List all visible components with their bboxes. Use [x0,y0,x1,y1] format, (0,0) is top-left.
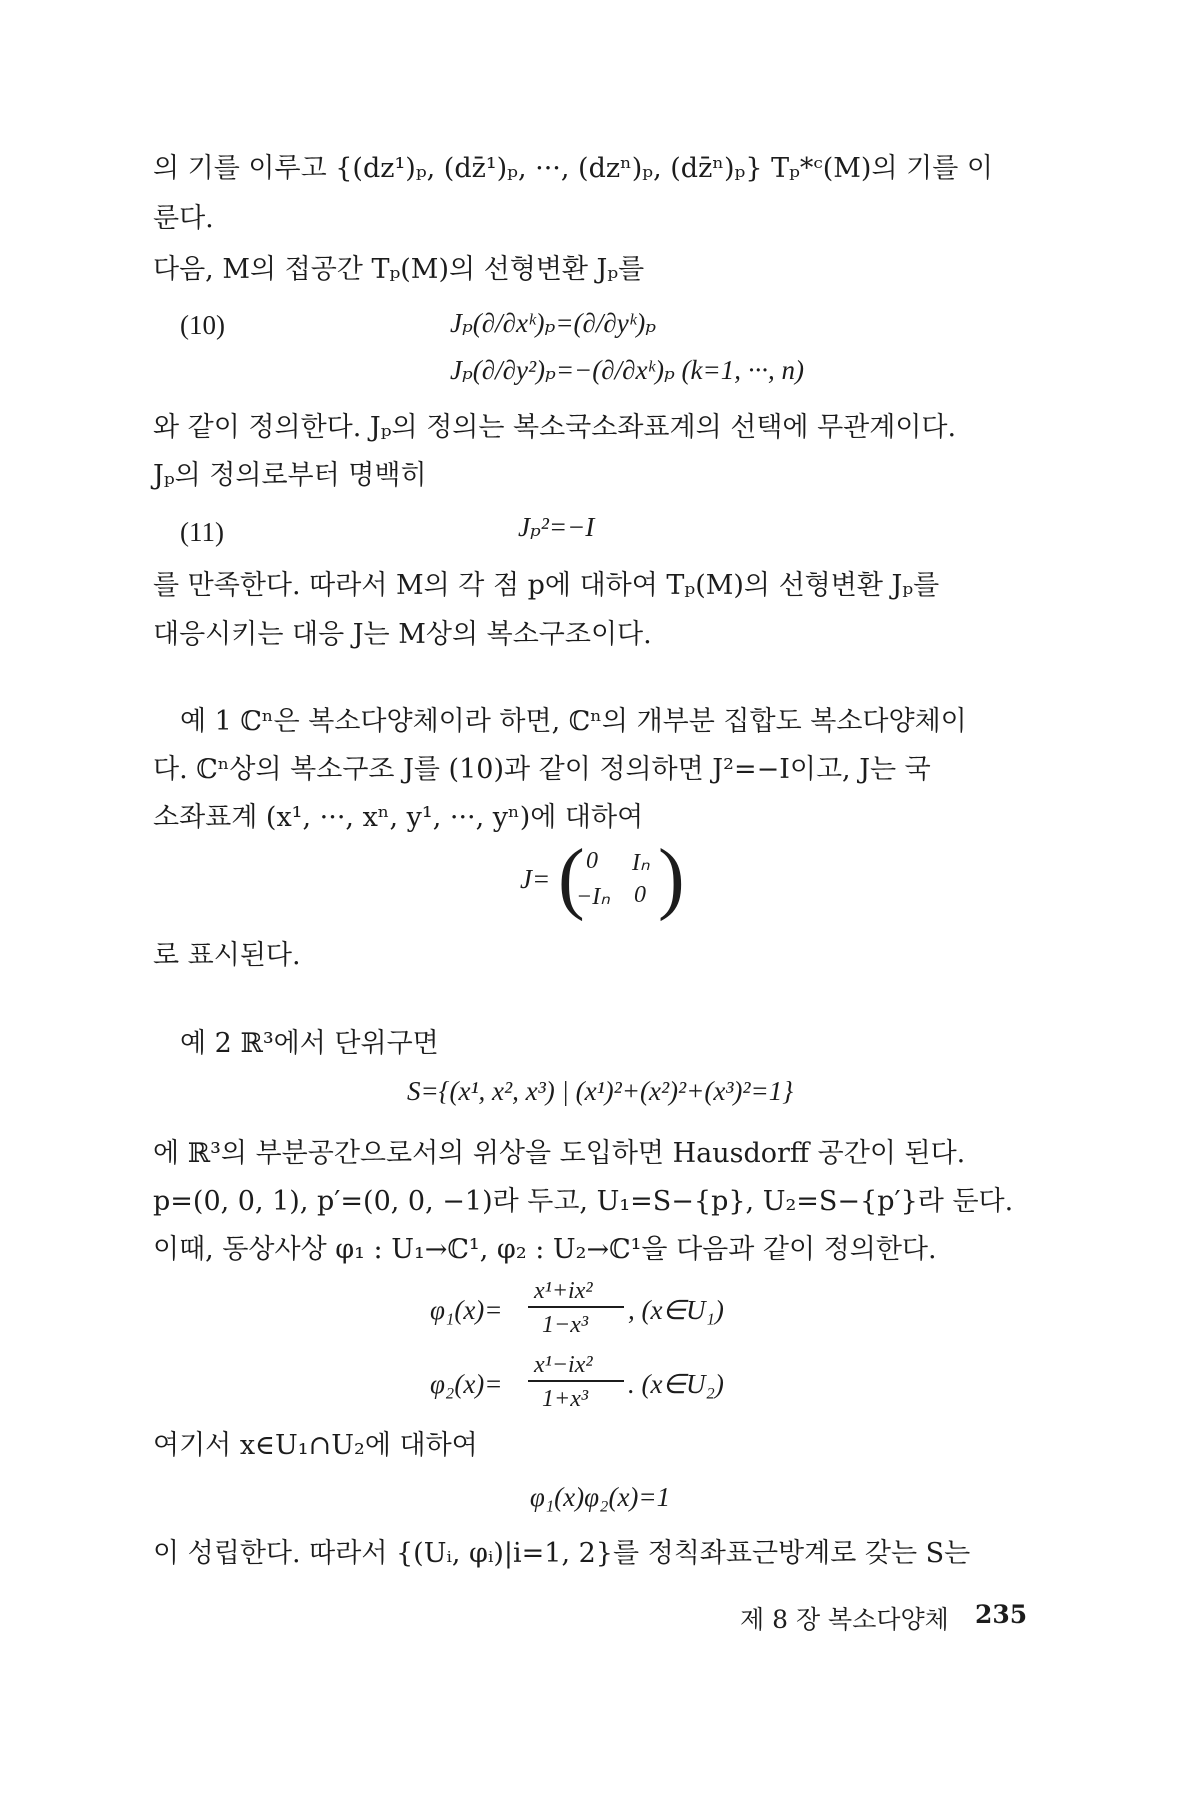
example-1-line: 다. ℂⁿ상의 복소구조 J를 (10)과 같이 정의하면 J²=−I이고, J는 국 [153,754,931,785]
equation-10-line-1: Jₚ(∂/∂xᵏ)ₚ=(∂/∂yᵏ)ₚ [450,308,657,338]
paragraph-line: 대응시키는 대응 J는 M상의 복소구조이다. [153,619,652,650]
example-2-line: 에 ℝ³의 부분공간으로서의 위상을 도입하면 Hausdorff 공간이 된다. [153,1138,966,1169]
equation-number: (11) [180,517,224,547]
phi1-lhs: φ₁(x)= [430,1295,503,1325]
equation-number: (10) [180,310,225,340]
paragraph-line: 를 만족한다. 따라서 M의 각 점 p에 대하여 Tₚ(M)의 선형변환 Jₚ를 [153,570,940,601]
running-footer-chapter: 제 8 장 복소다양체 [740,1605,949,1634]
paragraph-line: 다음, M의 접공간 Tₚ(M)의 선형변환 Jₚ를 [153,254,645,285]
paragraph-line: 룬다. [153,203,214,234]
equation-10-line-2: Jₚ(∂/∂y²)ₚ=−(∂/∂xᵏ)ₚ (k=1, ···, n) [450,355,804,385]
phi2-equation [430,1352,790,1418]
phi2-domain: . (x∈U₂) [628,1369,724,1399]
matrix-lhs: J= [520,864,551,894]
example-2-line: 여기서 x∈U₁∩U₂에 대하여 [153,1430,478,1461]
example-2-line: p=(0, 0, 1), p′=(0, 0, −1)라 두고, U₁=S−{p}, U₂=S−{p′}라 둔다. [153,1186,1014,1217]
left-paren: ( [558,834,585,922]
example-1-line: 예 1 ℂⁿ은 복소다양체이라 하면, ℂⁿ의 개부분 집합도 복소다양체이 [180,706,967,737]
matrix-cell: 0 [634,882,646,908]
example-1-line: 로 표시된다. [153,940,301,971]
phi1-denominator: 1−x³ [542,1312,589,1338]
paragraph-line: 의 기를 이루고 {(dz¹)ₚ, (dz̄¹)ₚ, ···, (dzⁿ)ₚ, (dz̄ⁿ)ₚ} Tₚ*ᶜ(M)의 기를 이 [153,153,993,184]
paragraph-line: Jₚ의 정의로부터 명백히 [153,460,427,491]
phi2-denominator: 1+x³ [542,1386,589,1412]
equation-11: Jₚ²=−I [518,512,595,542]
right-paren: ) [658,834,685,922]
product-equation: φ₁(x)φ₂(x)=1 [529,1482,671,1512]
paragraph-line: 와 같이 정의한다. Jₚ의 정의는 복소국소좌표계의 선택에 무관계이다. [153,412,957,443]
example-2-line: 이때, 동상사상 φ₁ : U₁→ℂ¹, φ₂ : U₂→ℂ¹을 다음과 같이 정의한다. [153,1234,937,1265]
fraction-bar [528,1380,624,1382]
example-2-line: 예 2 ℝ³에서 단위구면 [180,1028,439,1059]
phi1-numerator: x¹+ix² [534,1278,593,1304]
phi1-domain: , (x∈U₁) [628,1295,724,1325]
matrix-cell: 0 [586,848,598,874]
example-2-line: 이 성립한다. 따라서 {(Uᵢ, φᵢ)|i=1, 2}를 정칙좌표근방계로 갖는 S는 [153,1538,971,1569]
example-1-line: 소좌표계 (x¹, ···, xⁿ, y¹, ···, yⁿ)에 대하여 [153,802,644,833]
phi1-equation [430,1278,790,1344]
matrix-cell: Iₙ [632,850,650,876]
matrix-cell: −Iₙ [576,884,610,910]
page-number: 235 [975,1600,1028,1629]
phi2-lhs: φ₂(x)= [430,1369,503,1399]
fraction-bar [528,1306,624,1308]
unit-sphere-equation: S={(x¹, x², x³) | (x¹)²+(x²)²+(x³)²=1} [406,1076,794,1106]
complex-structure-matrix [520,834,700,922]
phi2-numerator: x¹−ix² [534,1352,593,1378]
